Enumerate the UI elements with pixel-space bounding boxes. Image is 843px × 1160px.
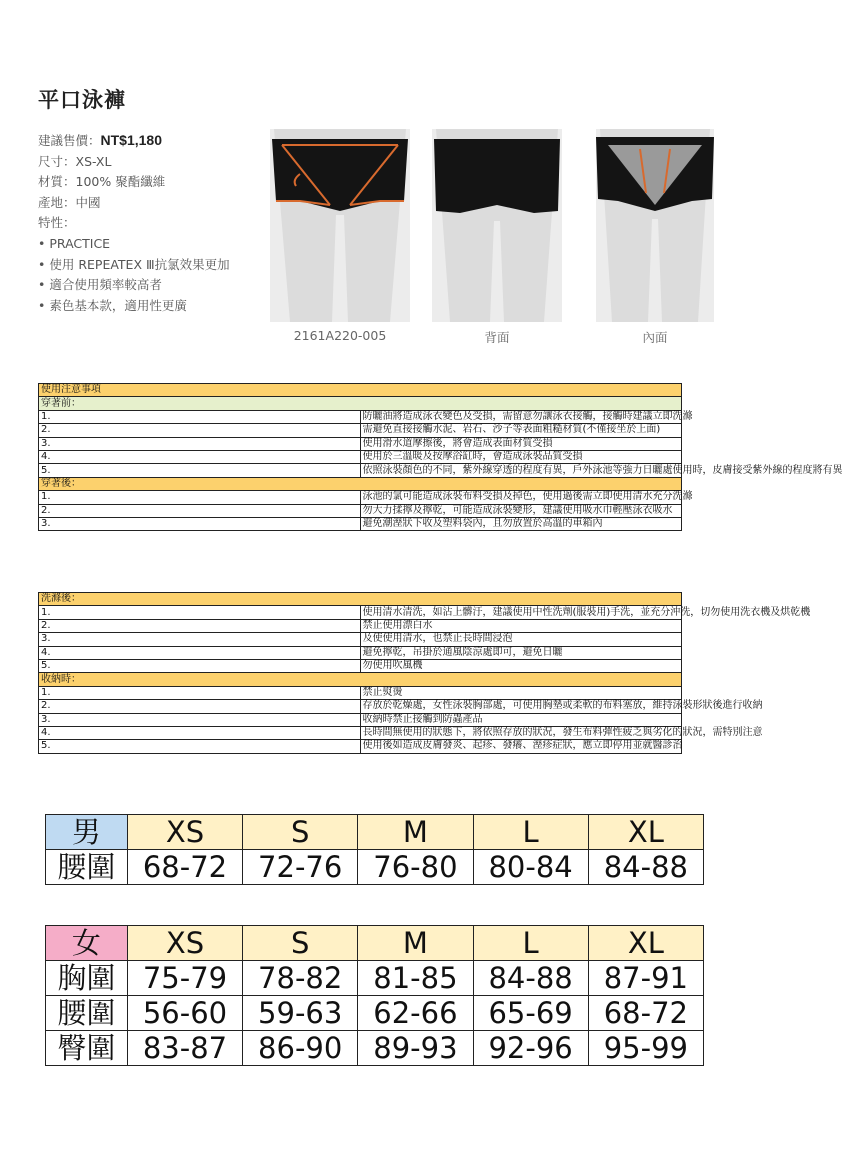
size-value: 59-63 — [243, 996, 358, 1031]
size-header: XL — [588, 815, 703, 850]
feature-item: • 適合使用頻率較高者 — [38, 277, 162, 293]
usage-notes-table — [38, 383, 843, 531]
note-row: 3. 避免潮溼狀下收及塑料袋內，且勿放置於高溫的車箱內 — [39, 517, 682, 530]
size-value: 68-72 — [588, 996, 703, 1031]
size-value: 84-88 — [588, 850, 703, 885]
size-value: 72-76 — [243, 850, 358, 885]
size-header: L — [473, 815, 588, 850]
size-value: 86-90 — [243, 1031, 358, 1066]
size-header: S — [243, 926, 358, 961]
size-value: 81-85 — [358, 961, 473, 996]
table-row — [46, 996, 704, 1031]
size-header: XS — [127, 815, 242, 850]
photo-caption-inner: 內面 — [642, 330, 668, 345]
features-label: 特性： — [38, 215, 76, 231]
size-header: XS — [127, 926, 242, 961]
size-value: 78-82 — [243, 961, 358, 996]
size-value: 68-72 — [127, 850, 242, 885]
size-spec: 尺寸：XS-XL — [38, 153, 112, 169]
row-label: 胸圍 — [46, 961, 128, 996]
note-row: 4. 使用於三溫暖及按摩浴缸時，會造成泳裝品質受損 — [39, 450, 682, 463]
table-row — [46, 1031, 704, 1066]
size-value: 92-96 — [473, 1031, 588, 1066]
price-label: 建議售價： — [38, 133, 101, 148]
size-value: 76-80 — [358, 850, 473, 885]
page-title: 平口泳褲 — [38, 88, 126, 112]
male-label: 男 — [46, 815, 128, 850]
note-row: 5. 勿使用吹風機 — [39, 659, 682, 672]
note-row: 4. 避免擰乾，吊掛於通風陰涼處即可，避免日曬 — [39, 646, 682, 659]
size-header: M — [358, 815, 473, 850]
material-spec: 材質：100% 聚酯纖維 — [38, 174, 166, 190]
before-wear-label: 穿著前： — [39, 397, 682, 410]
size-value: 80-84 — [473, 850, 588, 885]
note-row: 1. 泳池的氯可能造成泳裝布料受損及掉色，使用過後需立即使用清水充分洗滌 — [39, 491, 682, 504]
wash-notes-table — [38, 592, 811, 754]
product-photo-front — [270, 129, 410, 322]
table-row — [46, 961, 704, 996]
row-label: 腰圍 — [46, 850, 128, 885]
note-row: 3. 收納時禁止接觸到防蟲產品 — [39, 713, 682, 726]
size-value: 75-79 — [127, 961, 242, 996]
product-photo-inner — [596, 129, 714, 322]
female-size-table — [45, 925, 704, 1066]
note-row: 1. 使用清水清洗，如沾上髒汙，建議使用中性洗劑(服裝用)手洗，並充分沖洗，切勿使用洗衣機及烘乾機 — [39, 606, 682, 619]
size-value: 89-93 — [358, 1031, 473, 1066]
size-value: 65-69 — [473, 996, 588, 1031]
photo-caption-back: 背面 — [484, 330, 510, 345]
note-row: 5. 依照泳裝顏色的不同，紫外線穿透的程度有異，戶外泳池等強力日曬處使用時，皮膚接受紫外線的程度將有異 — [39, 464, 682, 477]
note-row: 1. 防曬油將造成泳衣變色及受損，需留意勿讓泳衣接觸，接觸時建議立即洗滌 — [39, 410, 682, 423]
size-header: S — [243, 815, 358, 850]
size-value: 56-60 — [127, 996, 242, 1031]
feature-item: • 使用 REPEATEX Ⅲ抗氯效果更加 — [38, 256, 230, 272]
female-label: 女 — [46, 926, 128, 961]
row-label: 腰圍 — [46, 996, 128, 1031]
photo-caption-front: 2161A220-005 — [293, 328, 387, 343]
size-header: XL — [588, 926, 703, 961]
row-label: 臀圍 — [46, 1031, 128, 1066]
note-row: 2. 禁止使用漂白水 — [39, 619, 682, 632]
after-wear-label: 穿著後： — [39, 477, 682, 490]
size-value: 62-66 — [358, 996, 473, 1031]
note-row: 3. 使用滑水道摩擦後，將會造成表面材質受損 — [39, 437, 682, 450]
product-specs — [38, 130, 230, 316]
feature-item: • PRACTICE — [38, 235, 111, 251]
male-size-table — [45, 814, 704, 885]
size-value: 87-91 — [588, 961, 703, 996]
note-row: 2. 需避免直接接觸水泥、岩石、沙子等表面粗糙材質(不僅接坐於上面) — [39, 424, 682, 437]
usage-notes-title: 使用注意事項 — [39, 384, 682, 397]
size-value: 83-87 — [127, 1031, 242, 1066]
note-row: 2. 勿大力揉擰及擰乾，可能造成泳裝變形，建議使用吸水巾輕壓泳衣吸水 — [39, 504, 682, 517]
size-value: 84-88 — [473, 961, 588, 996]
size-header: L — [473, 926, 588, 961]
table-row — [46, 850, 704, 885]
note-row: 5. 使用後如造成皮膚發炎、起疹、發癢、溼疹症狀，應立即停用並就醫診治 — [39, 740, 682, 753]
note-row: 1. 禁止熨燙 — [39, 686, 682, 699]
storage-label: 收納時： — [39, 673, 682, 686]
after-wash-label: 洗滌後： — [39, 593, 682, 606]
note-row: 4. 長時間無使用的狀態下，將依照存放的狀況，發生布料彈性疲乏與劣化的狀況，需特別注意 — [39, 726, 682, 739]
size-value: 95-99 — [588, 1031, 703, 1066]
origin-spec: 產地：中國 — [38, 194, 101, 210]
price-value: NT$1,180 — [100, 132, 162, 148]
note-row: 2. 存放於乾燥處，女性泳裝胸部處，可使用胸墊或柔軟的布料塞放，維持泳裝形狀後進行收納 — [39, 700, 682, 713]
price-row — [38, 130, 230, 152]
size-header: M — [358, 926, 473, 961]
note-row: 3. 及使使用清水，也禁止長時間浸泡 — [39, 633, 682, 646]
feature-item: • 素色基本款，適用性更廣 — [38, 297, 187, 313]
product-photo-back — [432, 129, 562, 322]
